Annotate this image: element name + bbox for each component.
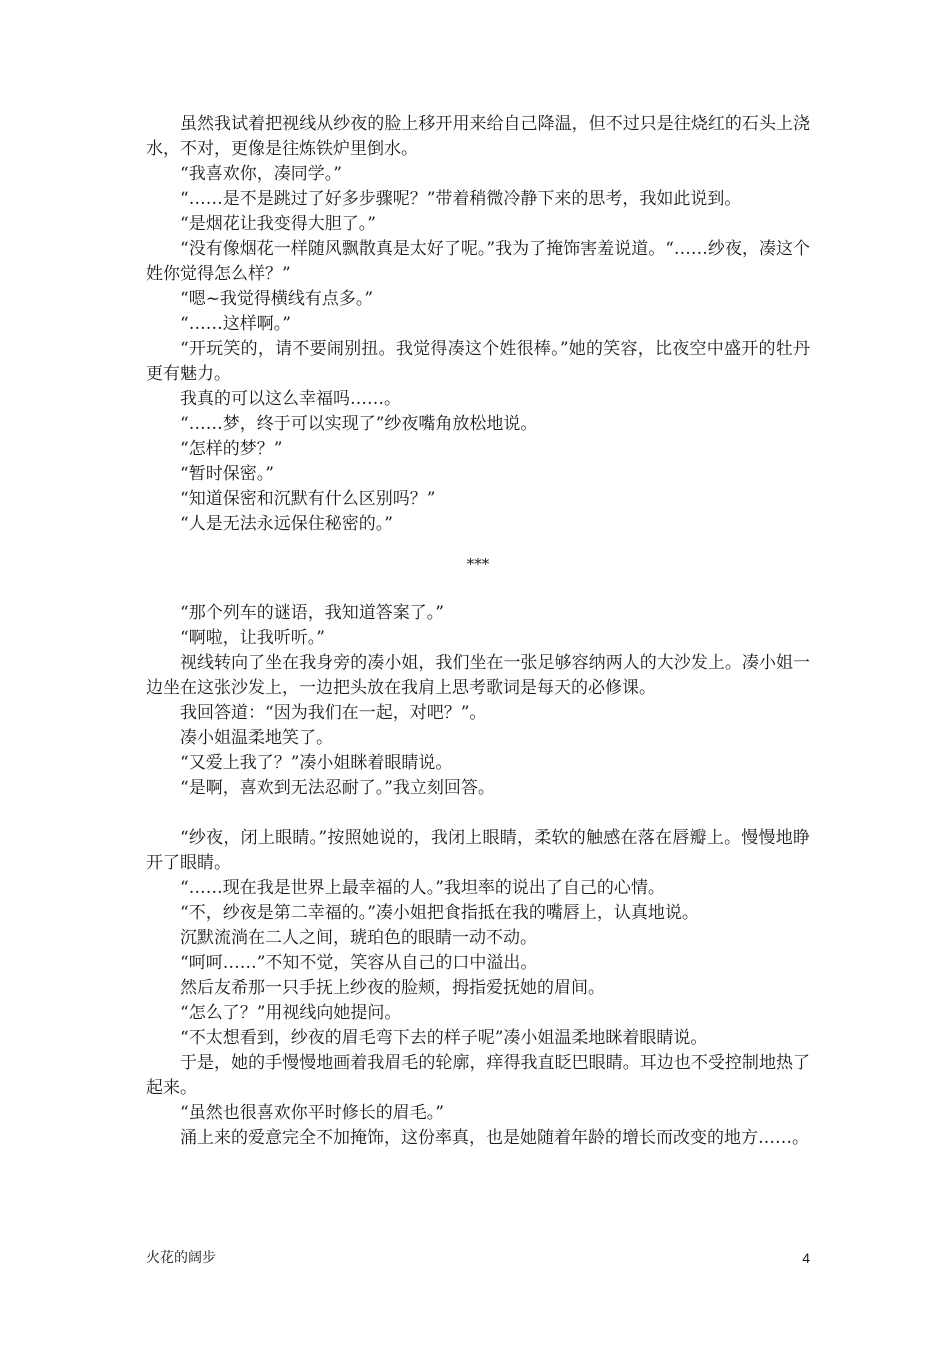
paragraph: “……这样啊。” (180, 314, 291, 334)
paragraph: “……现在我是世界上最幸福的人。”我坦率的说出了自己的心情。 (180, 878, 665, 898)
paragraph: “人是无法永远保住秘密的。” (180, 514, 393, 534)
paragraph: 我回答道：“因为我们在一起，对吧？”。 (180, 703, 487, 723)
paragraph: “知道保密和沉默有什么区别吗？” (180, 489, 436, 509)
paragraph: 于是，她的手慢慢地画着我眉毛的轮廓，痒得我直眨巴眼睛。耳边也不受控制地热了起来。 (146, 1053, 810, 1098)
paragraph: 凑小姐温柔地笑了。 (180, 728, 333, 748)
paragraph: “是啊，喜欢到无法忍耐了。”我立刻回答。 (180, 778, 495, 798)
paragraph: “呵呵……”不知不觉，笑容从自己的口中溢出。 (180, 953, 538, 973)
page-number: 4 (802, 1250, 810, 1266)
section-3 (146, 826, 810, 1151)
paragraph: 视线转向了坐在我身旁的凑小姐，我们坐在一张足够容纳两人的大沙发上。凑小姐一边坐在这张沙发上，一边把头放在我肩上思考歌词是每天的必修课。 (146, 653, 810, 698)
body-text (146, 112, 810, 1151)
paragraph: “啊啦，让我听听。” (180, 628, 325, 648)
paragraph: “又爱上我了？”凑小姐眯着眼睛说。 (180, 753, 453, 773)
paragraph: “虽然也很喜欢你平时修长的眉毛。” (180, 1103, 444, 1123)
paragraph: 虽然我试着把视线从纱夜的脸上移开用来给自己降温，但不过只是往烧红的石头上浇水，不对，更像是往炼铁炉里倒水。 (146, 114, 810, 159)
paragraph: “暂时保密。” (180, 464, 274, 484)
paragraph: “我喜欢你，凑同学。” (180, 164, 342, 184)
paragraph: “开玩笑的，请不要闹别扭。我觉得凑这个姓很棒。”她的笑容，比夜空中盛开的牡丹更有魅力。 (146, 339, 810, 384)
paragraph: 沉默流淌在二人之间，琥珀色的眼睛一动不动。 (180, 928, 537, 948)
paragraph: “……梦，终于可以实现了”纱夜嘴角放松地说。 (180, 414, 538, 434)
paragraph: 涌上来的爱意完全不加掩饰，这份率真，也是她随着年龄的增长而改变的地方……。 (180, 1128, 809, 1148)
paragraph: “不太想看到，纱夜的眉毛弯下去的样子呢”凑小姐温柔地眯着眼睛说。 (180, 1028, 708, 1048)
paragraph: “不，纱夜是第二幸福的。”凑小姐把食指抵在我的嘴唇上，认真地说。 (180, 903, 699, 923)
paragraph: “纱夜，闭上眼睛。”按照她说的，我闭上眼睛，柔软的触感在落在唇瓣上。慢慢地睁开了眼睛。 (146, 828, 810, 873)
section-2 (146, 601, 810, 801)
paragraph: “是烟花让我变得大胆了。” (180, 214, 376, 234)
section-break: *** (466, 555, 490, 573)
paragraph: “怎样的梦？” (180, 439, 283, 459)
footer-title: 火花的阔步 (146, 1250, 216, 1266)
paragraph: “嗯~我觉得横线有点多。” (180, 289, 374, 309)
paragraph: 然后友希那一只手抚上纱夜的脸颊，拇指爱抚她的眉间。 (180, 978, 605, 998)
paragraph: “没有像烟花一样随风飘散真是太好了呢。”我为了掩饰害羞说道。“……纱夜，凑这个姓你觉得怎么样？” (146, 239, 810, 284)
blank-line (146, 801, 810, 826)
paragraph: “怎么了？”用视线向她提问。 (180, 1003, 402, 1023)
paragraph: 我真的可以这么幸福吗……。 (180, 389, 401, 409)
section-1 (146, 112, 810, 537)
paragraph: “那个列车的谜语，我知道答案了。” (180, 603, 444, 623)
paragraph: “……是不是跳过了好多步骤呢？”带着稍微冷静下来的思考，我如此说到。 (180, 189, 742, 209)
